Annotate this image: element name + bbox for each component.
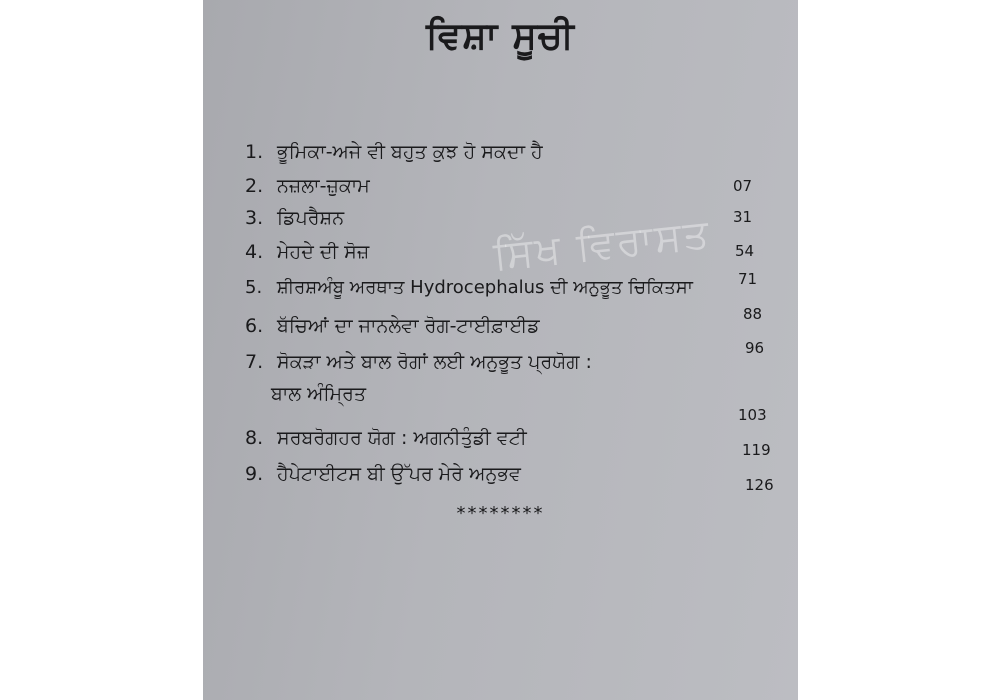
page-number: 07 xyxy=(733,177,753,195)
entry-number: 6. xyxy=(245,315,264,337)
page-number: 103 xyxy=(738,406,767,424)
toc-entry xyxy=(245,350,592,374)
entry-number: 1. xyxy=(245,141,264,163)
entry-title: ਸ਼ੀਰਸ਼ਅੰਬੂ ਅਰਥਾਤ Hydrocephalus ਦੀ ਅਨੁਭੂਤ ਚਿਕਿਤਸਾ xyxy=(276,277,693,298)
entry-title: ਹੈਪੇਟਾਈਟਸ ਬੀ ਉੱਪਰ ਮੇਰੇ ਅਨੁਭਵ xyxy=(277,463,521,485)
entry-number: 2. xyxy=(245,175,264,197)
page-number: 71 xyxy=(738,270,758,288)
page-number: 119 xyxy=(742,441,771,459)
entry-number: 5. xyxy=(245,277,263,298)
entry-number: 4. xyxy=(245,241,264,263)
entry-number: 7. xyxy=(245,351,264,373)
entry-title: ਨਜ਼ਲਾ-ਜ਼ੁਕਾਮ xyxy=(277,175,370,197)
toc-entry-continuation xyxy=(271,382,366,406)
entry-title: ਮੇਹਦੇ ਦੀ ਸੋਜ਼ xyxy=(277,241,370,263)
watermark: ਸਿੱਖ ਵਿਰਾਸਤ xyxy=(491,210,713,280)
entry-number: 3. xyxy=(245,207,264,229)
entry-title: ਭੂਮਿਕਾ-ਅਜੇ ਵੀ ਬਹੁਤ ਕੁਝ ਹੋ ਸਕਦਾ ਹੈ xyxy=(277,141,543,163)
entry-title: ਸਰਬਰੋਗਹਰ ਯੋਗ : ਅਗਨੀਤੁੰਡੀ ਵਟੀ xyxy=(277,427,527,449)
toc-entry xyxy=(245,240,369,264)
toc-entry xyxy=(245,206,344,230)
toc-entry xyxy=(245,140,543,164)
page-number: 126 xyxy=(745,476,774,494)
entry-title: ਡਿਪਰੈਸ਼ਨ xyxy=(277,207,345,229)
page-number: 54 xyxy=(735,242,755,260)
page-number: 96 xyxy=(745,339,765,357)
page-title: ਵਿਸ਼ਾ ਸੂਚੀ xyxy=(426,14,575,57)
toc-entry xyxy=(245,426,527,450)
page-number: 88 xyxy=(743,305,763,323)
toc-entry xyxy=(245,462,521,486)
page-number: 31 xyxy=(733,208,753,226)
entry-title-continuation: ਬਾਲ ਅੰਮ੍ਰਿਤ xyxy=(271,383,367,405)
end-mark: ******** xyxy=(456,503,545,524)
entry-title: ਬੱਚਿਆਂ ਦਾ ਜਾਨਲੇਵਾ ਰੋਗ-ਟਾਈਫ਼ਾਈਡ xyxy=(277,315,540,337)
entry-title: ਸੋਕੜਾ ਅਤੇ ਬਾਲ ਰੋਗਾਂ ਲਈ ਅਨੁਭੂਤ ਪ੍ਰਯੋਗ : xyxy=(277,351,592,373)
toc-entry xyxy=(245,174,370,198)
toc-entry xyxy=(245,276,693,300)
entry-number: 9. xyxy=(245,463,264,485)
entry-number: 8. xyxy=(245,427,264,449)
book-page xyxy=(203,0,798,700)
toc-entry xyxy=(245,314,540,338)
